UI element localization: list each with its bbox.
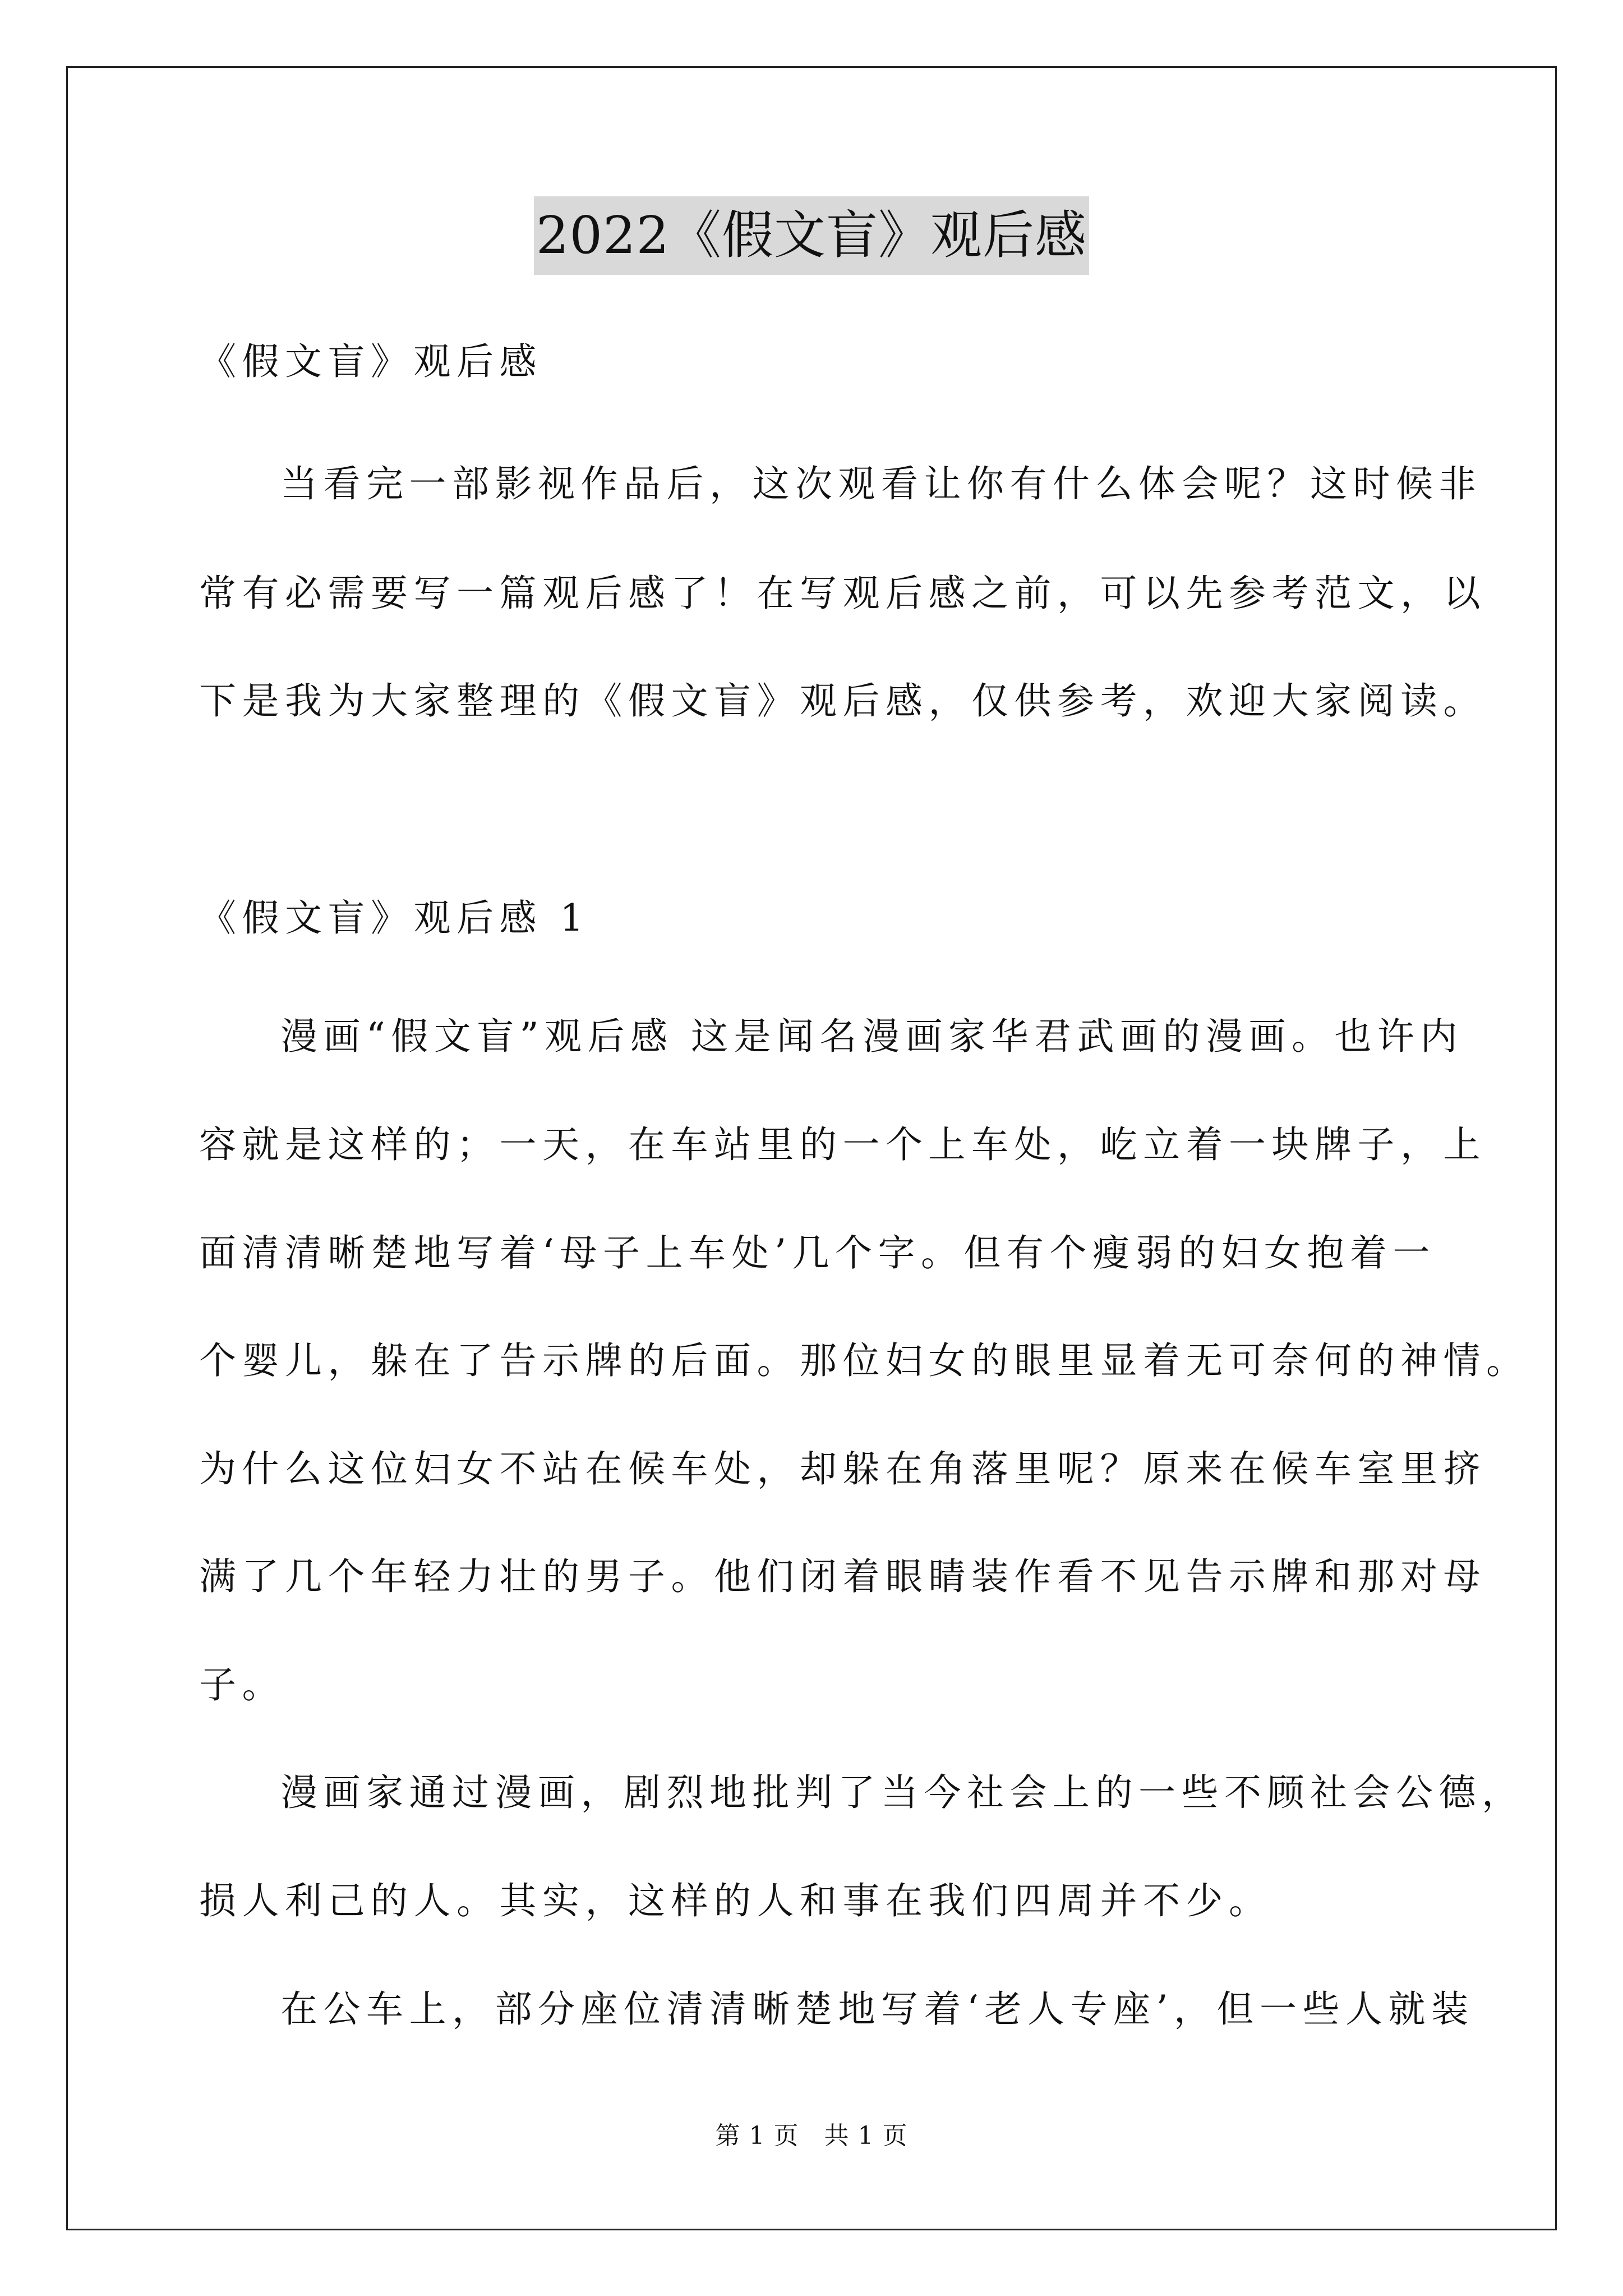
document-title: 2022《假文盲》观后感 bbox=[534, 196, 1089, 275]
paragraph-line: 在公车上，部分座位清清晰楚地写着‘老人专座’，但一些人就装 bbox=[280, 1987, 1474, 2031]
paragraph-line: 为什么这位妇女不站在候车处，却躲在角落里呢？原来在候车室里挤 bbox=[199, 1447, 1486, 1490]
section-heading: 《假文盲》观后感 bbox=[199, 340, 542, 383]
paragraph-line: 子。 bbox=[199, 1663, 285, 1706]
paragraph-line: 满了几个年轻力壮的男子。他们闭着眼睛装作看不见告示牌和那对母 bbox=[199, 1555, 1486, 1598]
paragraph-line: 下是我为大家整理的《假文盲》观后感，仅供参考，欢迎大家阅读。 bbox=[199, 679, 1486, 723]
paragraph-line: 容就是这样的；一天，在车站里的一个上车处，屹立着一块牌子，上 bbox=[199, 1123, 1486, 1166]
page-footer: 第 1 页 共 1 页 bbox=[715, 2122, 908, 2150]
paragraph-line: 损人利己的人。其实，这样的人和事在我们四周并不少。 bbox=[199, 1879, 1272, 1922]
paragraph-line: 个婴儿，躲在了告示牌的后面。那位妇女的眼里显着无可奈何的神情。 bbox=[199, 1339, 1529, 1382]
paragraph-line: 漫画“假文盲”观后感 这是闻名漫画家华君武画的漫画。也许内 bbox=[280, 1015, 1463, 1058]
title-container bbox=[0, 196, 1623, 275]
paragraph-line: 常有必需要写一篇观后感了！在写观后感之前，可以先参考范文，以 bbox=[199, 572, 1486, 615]
paragraph-line: 面清清晰楚地写着‘母子上车处’几个字。但有个瘦弱的妇女抱着一 bbox=[199, 1231, 1436, 1274]
section-heading: 《假文盲》观后感 1 bbox=[199, 896, 589, 940]
paragraph-line: 漫画家通过漫画，剧烈地批判了当今社会上的一些不顾社会公德， bbox=[280, 1771, 1525, 1814]
paragraph-line: 当看完一部影视作品后，这次观看让你有什么体会呢？这时候非 bbox=[280, 462, 1482, 505]
